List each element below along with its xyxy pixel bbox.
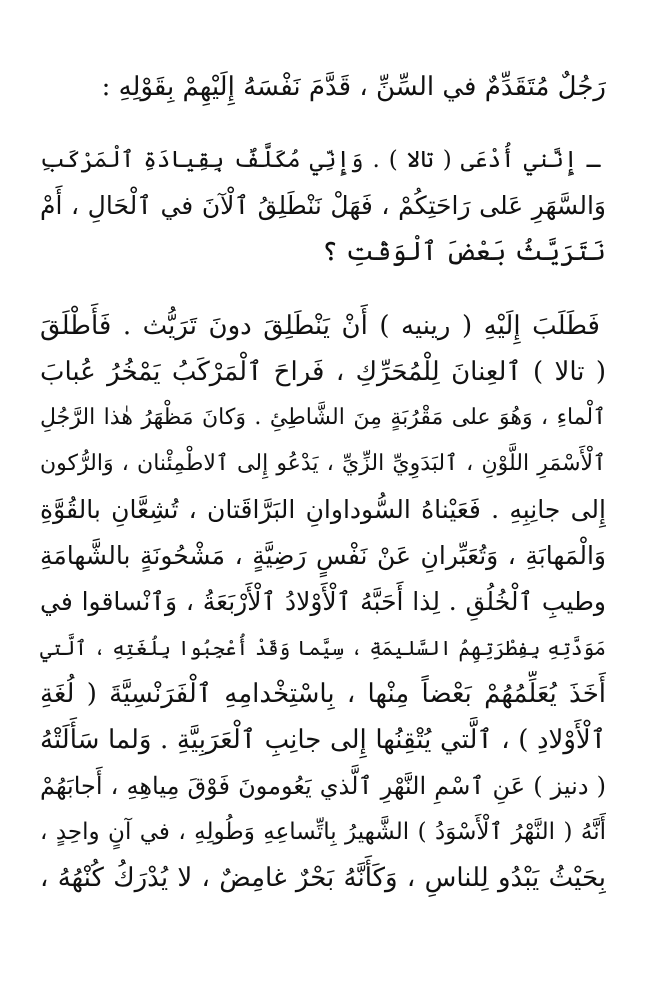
text-line: ( تالا ) ٱلعِنانَ لِلْمُحَرِّكِ ، فَراحَ ٱلْمَرْكَبُ يَمْخُرُ عُبابَ	[40, 357, 606, 387]
text-line: ٱلْماءِ ، وَهُوَ على مَقْرُبَةٍ مِنَ الشَّاطِئِ . وَكانَ مَظْهَرُ هٰذا الرَّجُلِ	[40, 405, 606, 430]
text-line: ٱلْأَوْلادِ ) ، ٱلَّتي يُتْقِنُها إِلى جانِبِ ٱلْعَرَبِيَّةِ . وَلما سَأَلَتْهُ	[40, 725, 606, 755]
text-line: فَطَلَبَ إِلَيْهِ ( رينيه ) أَنْ يَنْطَلِقَ دونَ تَرَيُّث . فَأَطْلَقَ	[40, 311, 600, 341]
text-line: أَنَّهُ ( النَّهْرُ ٱلْأَسْوَدُ ) الشَّهيرُ بِاتِّساعِهِ وَطُولِهِ ، في آنٍ واحِدٍ ،	[40, 819, 606, 845]
text-line: ـ إِنَّني أُدْعَى ( تالا ) . وَإِنِّي مُكَلَّفٌ بِقِيادَةِ ٱلْمَرْكَبِ	[40, 147, 600, 173]
text-line: وطيبِ ٱلْخُلُقِ . لِذا أَحَبَّهُ ٱلْأَوْلادُ ٱلْأَرْبَعَةُ ، وَٱنْساقوا في	[40, 587, 606, 616]
text-line: ( دنيز ) عَنِ ٱسْمِ النَّهْرِ ٱلَّذي يَعُومونَ فَوْقَ مِياهِهِ ، أَجابَهُمْ	[40, 772, 606, 800]
text-line: وَالسَّهَرِ عَلى رَاحَتِكُمْ ، فَهَلْ نَنْطَلِقُ ٱلْآنَ في ٱلْحَالِ ، أَمْ	[40, 191, 606, 220]
text-line: بِحَيْثُ يَبْدُو لِلناسِ ، وَكَأَنَّهُ بَحْرٌ غامِضٌ ، لا يُدْرَكُ كُنْهُهُ ،	[40, 863, 606, 893]
text-line: أَخَذَ يُعَلِّمُهُمْ بَعْضاً مِنْها ، بِاسْتِخْدامِهِ ٱلْفَرَنْسِيَّةَ ( لُغَةِ	[40, 679, 606, 709]
text-line: رَجُلٌ مُتَقَدِّمٌ في السِّنِّ ، قَدَّمَ نَفْسَهُ إِلَيْهِمْ بِقَوْلِهِ :	[101, 72, 606, 102]
text-line: ٱلْأَسْمَرِ اللَّوْنِ ، ٱلبَدَوِيِّ الزِّيِّ ، يَدْعُو إِلى ٱلاطْمِئْنان ، وَالرُّكون	[40, 451, 606, 476]
text-line: إِلى جانِبِهِ . فَعَيْناهُ السُّوداوانِ البَرَّاقَتان ، تُشِعَّانِ بالقُوَّةِ	[40, 495, 606, 524]
text-line: مَوَدَّتِهِ بِفِطْرَتِهِمُ السَّليمَةِ ، سِيَّما وَقَدْ أُعْجِبُوا بِلُغَتِهِ ، ٱلَّتي	[40, 636, 606, 660]
text-line: نَتَرَيَّثُ بَعْضَ ٱلْوَقْتِ ؟	[322, 237, 606, 267]
text-line: وَالْمَهابَةِ ، وَتُعَبِّرانِ عَنْ نَفْسٍ رَضِيَّةٍ ، مَشْحُونَةٍ بالشَّهامَةِ	[40, 541, 606, 570]
